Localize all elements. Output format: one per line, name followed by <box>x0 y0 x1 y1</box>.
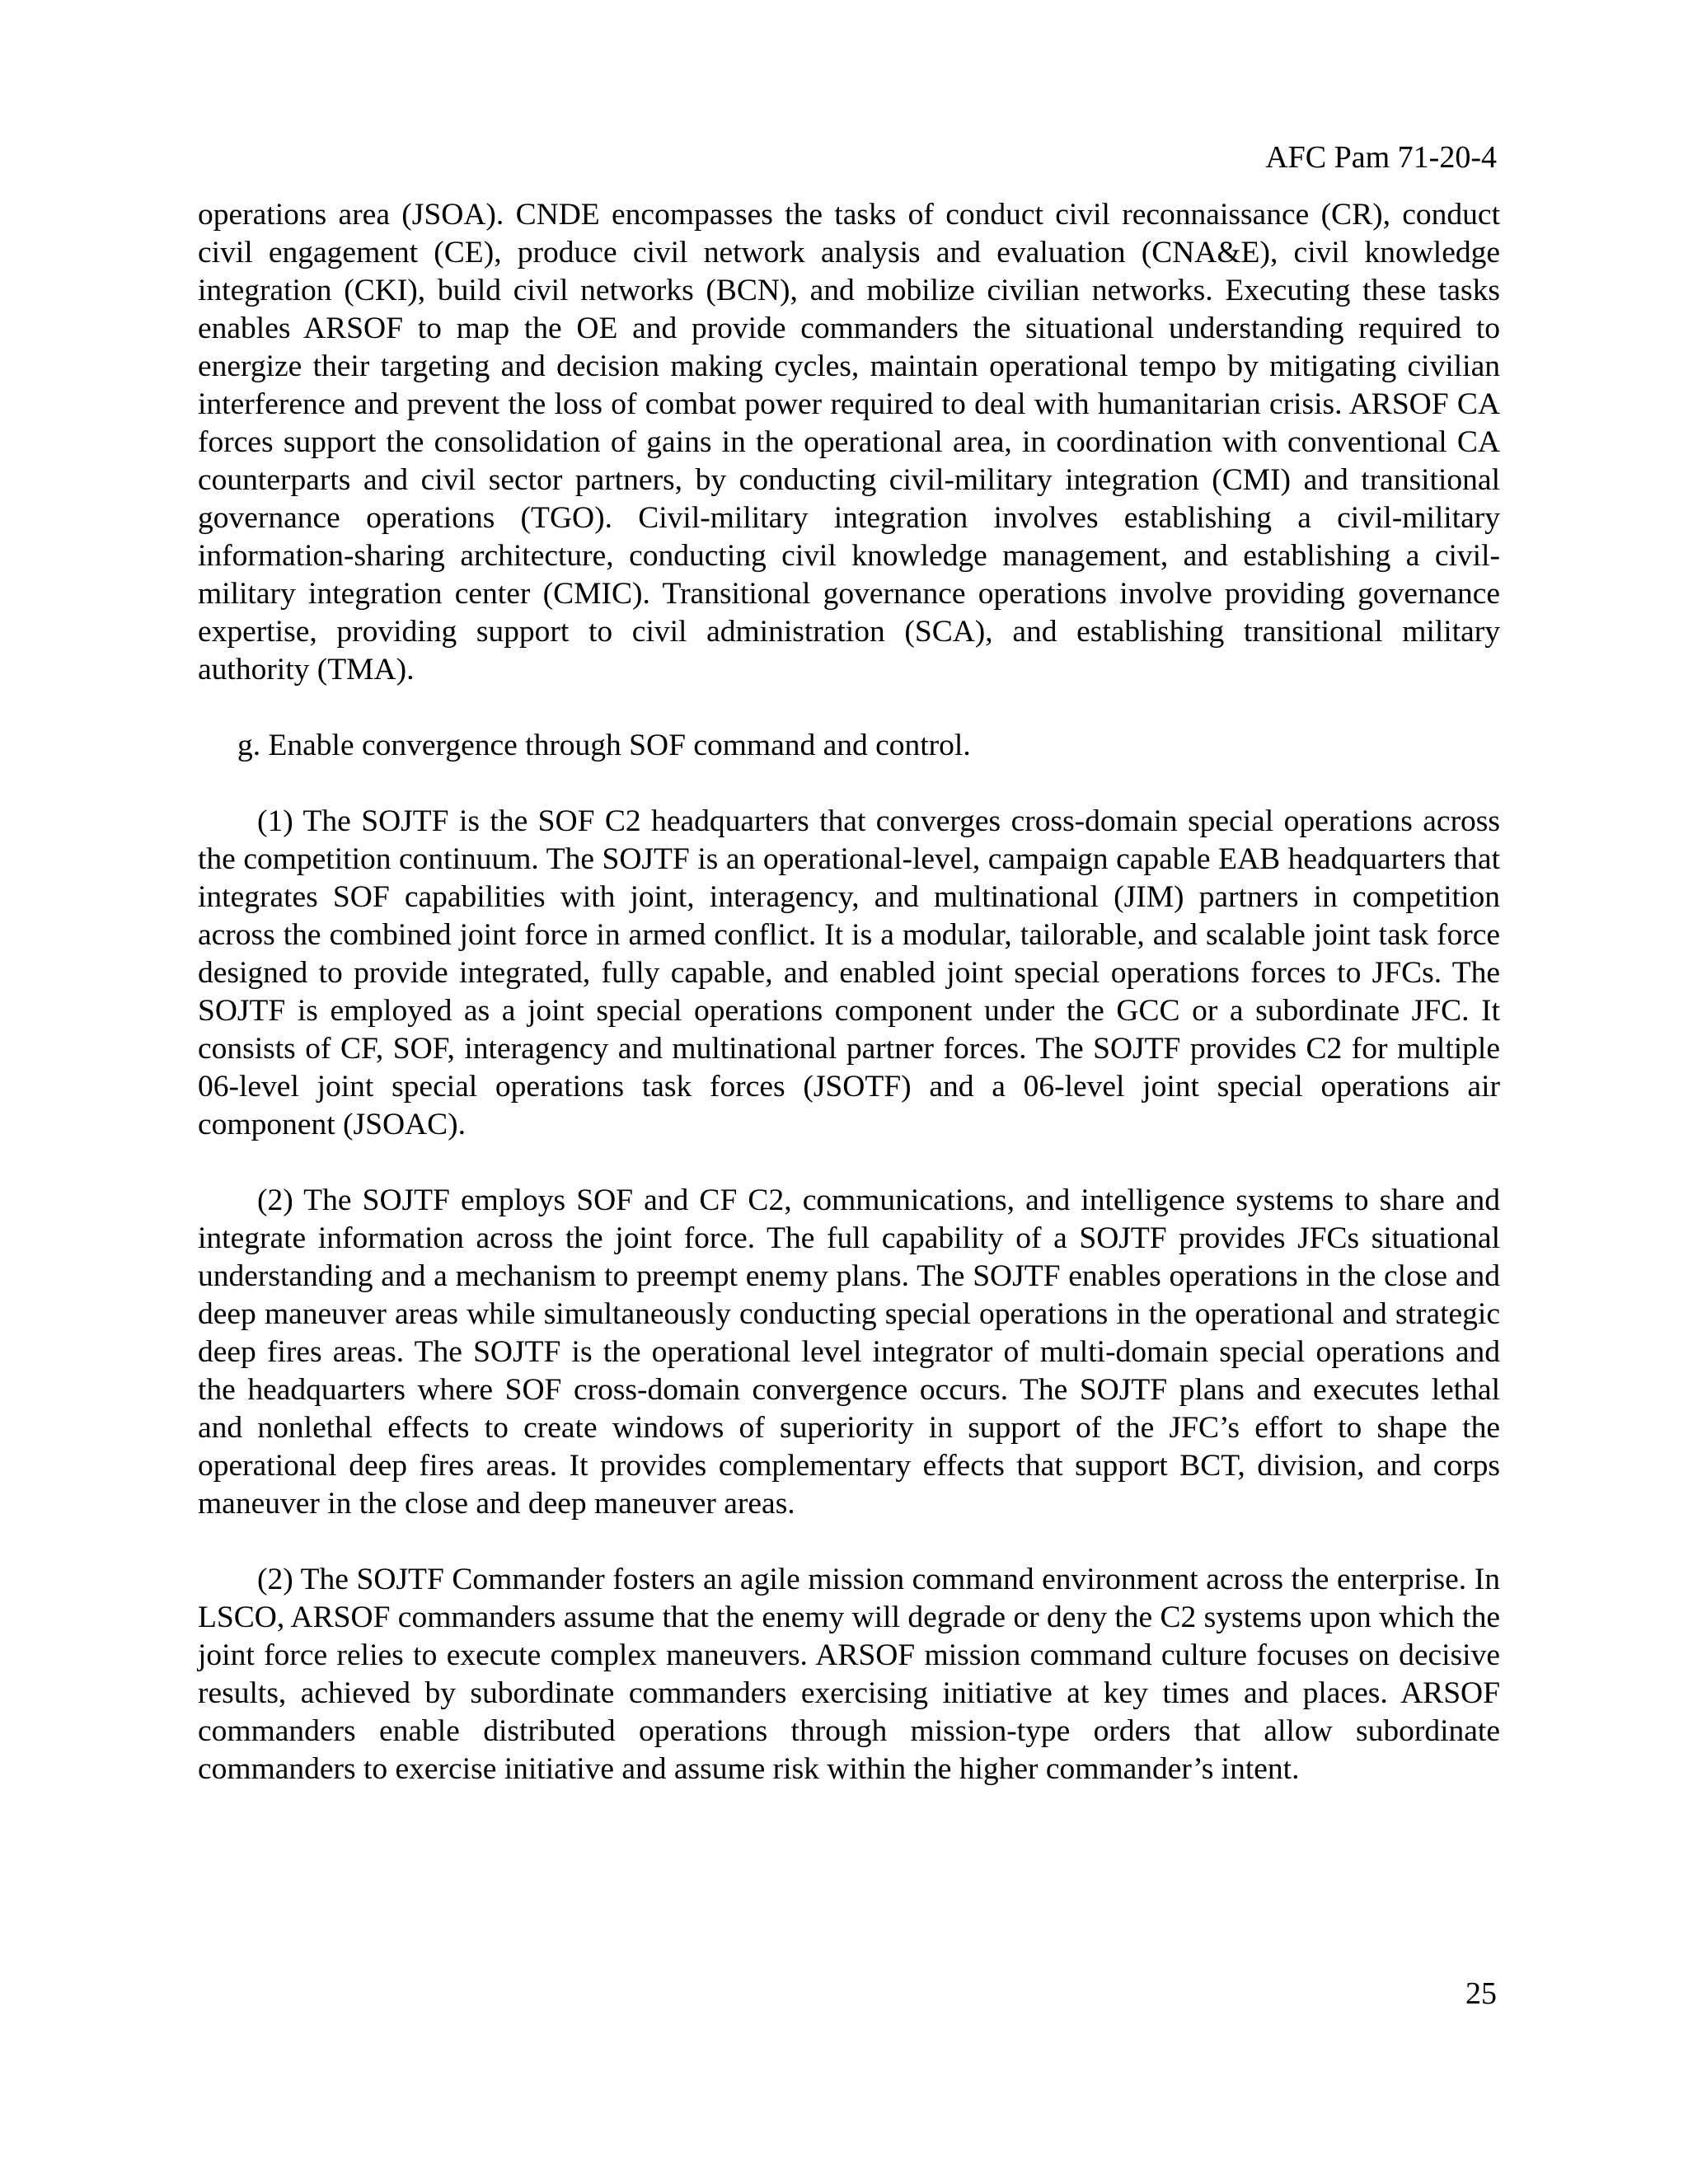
page-number: 25 <box>1465 1976 1497 2011</box>
document-header: AFC Pam 71-20-4 <box>1265 140 1497 175</box>
paragraph-g-heading: g. Enable convergence through SOF command and control. <box>237 729 971 762</box>
document-body <box>198 196 1500 1788</box>
paragraph-2-sojtf-employs: (2) The SOJTF employs SOF and CF C2, communications, and intelligence systems to share and integrate information across the joint force. The full capability of a SOJTF provides JFCs situational understanding and a mechanism to preempt enemy plans. The SOJTF enables operations in the close and deep maneuver areas while simultaneously conducting special operations in the operational and strategic deep fires areas. The SOJTF is the operational level integrator of multi-domain special operations and the headquarters where SOF cross-domain convergence occurs. The SOJTF plans and executes lethal and nonlethal effects to create windows of superiority in support of the JFC’s effort to shape the operational deep fires areas. It provides complementary effects that support BCT, division, and corps maneuver in the close and deep maneuver areas. <box>198 1183 1500 1521</box>
paragraph-1-sojtf: (1) The SOJTF is the SOF C2 headquarters that converges cross-domain special operations across the competition continuum. The SOJTF is an operational-level, campaign capable EAB headquarters that integrates SOF capabilities with joint, interagency, and multinational (JIM) partners in competition across the combined joint force in armed conflict. It is a modular, tailorable, and scalable joint task force designed to provide integrated, fully capable, and enabled joint special operations forces to JFCs. The SOJTF is employed as a joint special operations component under the GCC or a subordinate JFC. It consists of CF, SOF, interagency and multinational partner forces. The SOJTF provides C2 for multiple 06-level joint special operations task forces (JSOTF) and a 06-level joint special operations air component (JSOAC). <box>198 804 1500 1141</box>
paragraph-2-sojtf-commander: (2) The SOJTF Commander fosters an agile mission command environment across the enterprise. In LSCO, ARSOF commanders assume that the enemy will degrade or deny the C2 systems upon which the joint force relies to execute complex maneuvers. ARSOF mission command culture focuses on decisive results, achieved by subordinate commanders exercising initiative at key times and places. ARSOF commanders enable distributed operations through mission-type orders that allow subordinate commanders to exercise initiative and assume risk within the higher commander’s intent. <box>198 1563 1500 1786</box>
paragraph-cnde: operations area (JSOA). CNDE encompasses the tasks of conduct civil reconnaissance (CR), conduct civil engagement (CE), produce civil network analysis and evaluation (CNA&E), civil knowledge integration (CKI), build civil networks (BCN), and mobilize civilian networks. Executing these tasks enables ARSOF to map the OE and provide commanders the situational understanding required to energize their targeting and decision making cycles, maintain operational tempo by mitigating civilian interference and prevent the loss of combat power required to deal with humanitarian crisis. ARSOF CA forces support the consolidation of gains in the operational area, in coordination with conventional CA counterparts and civil sector partners, by conducting civil-military integration (CMI) and transitional governance operations (TGO). Civil-military integration involves establishing a civil-military information-sharing architecture, conducting civil knowledge management, and establishing a civil-military integration center (CMIC). Transitional governance operations involve providing governance expertise, providing support to civil administration (SCA), and establishing transitional military authority (TMA). <box>198 198 1500 687</box>
